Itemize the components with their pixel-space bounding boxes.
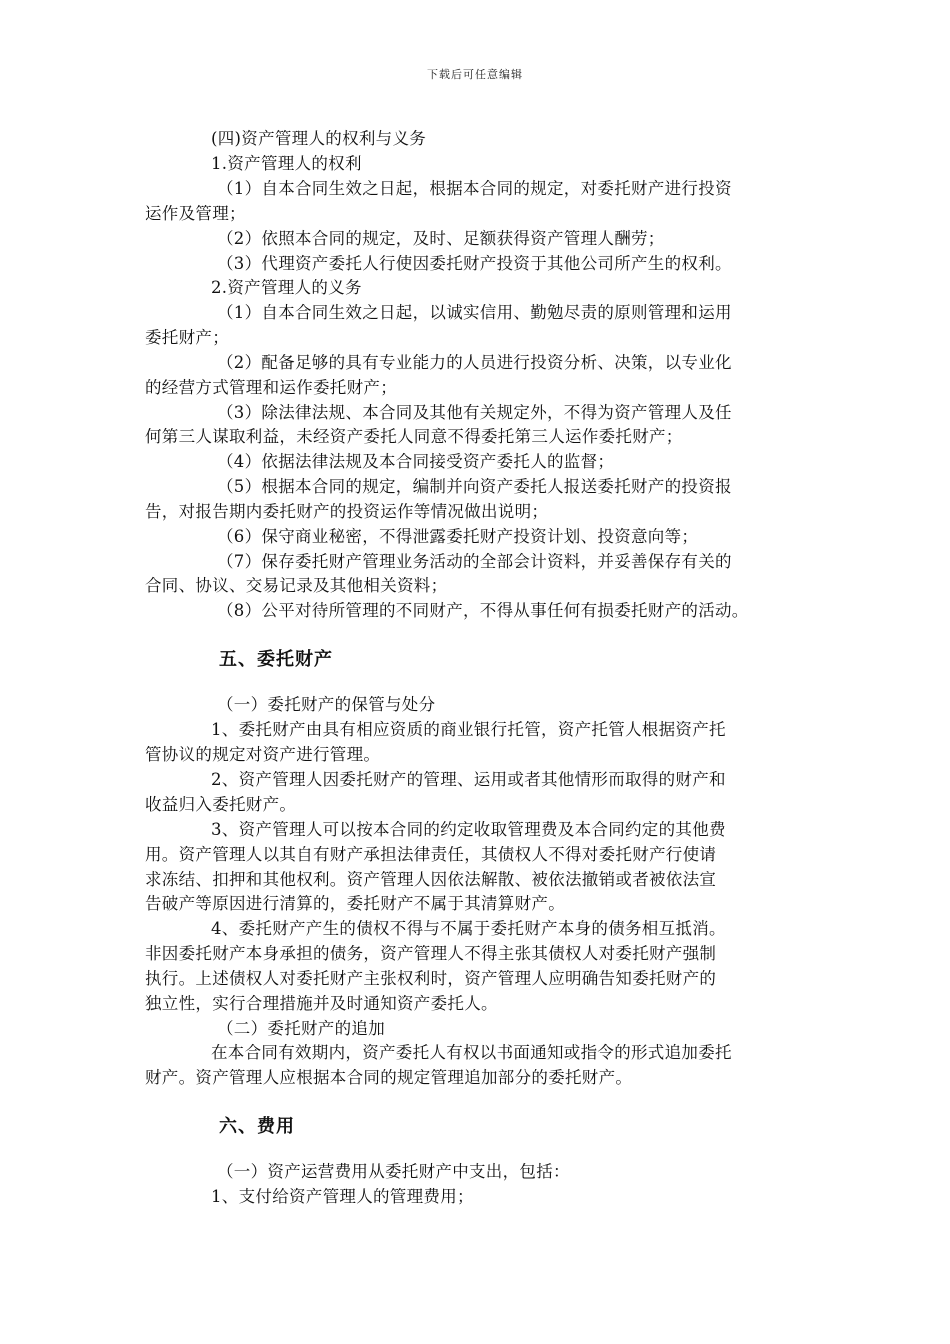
- paragraph-line: （4）依据法律法规及本合同接受资产委托人的监督；: [217, 452, 615, 471]
- section-subheading: (四)资产管理人的权利与义务: [211, 129, 427, 148]
- paragraph-line: 告，对报告期内委托财产的投资运作等情况做出说明；: [145, 502, 549, 521]
- paragraph-line: （7）保存委托财产管理业务活动的全部会计资料，并妥善保存有关的: [217, 552, 732, 571]
- paragraph-line: （2）依照本合同的规定，及时、足额获得资产管理人酬劳；: [217, 229, 665, 248]
- paragraph-line: 求冻结、扣押和其他权利。资产管理人因依法解散、被依法撤销或者被依法宣: [145, 870, 717, 889]
- paragraph-line: 执行。上述债权人对委托财产主张权利时，资产管理人应明确告知委托财产的: [145, 969, 717, 988]
- paragraph-line: 用。资产管理人以其自有财产承担法律责任，其债权人不得对委托财产行使请: [145, 845, 717, 864]
- paragraph-line: 何第三人谋取利益，未经资产委托人同意不得委托第三人运作委托财产；: [145, 427, 683, 446]
- subsection-heading: 1.资产管理人的权利: [211, 154, 362, 173]
- paragraph-line: 告破产等原因进行清算的，委托财产不属于其清算财产。: [145, 894, 565, 913]
- paragraph-line: （1）自本合同生效之日起，以诚实信用、勤勉尽责的原则管理和运用: [217, 303, 732, 322]
- section-heading: 六、费用: [219, 1116, 295, 1137]
- paragraph-line: 3、资产管理人可以按本合同的约定收取管理费及本合同约定的其他费: [211, 820, 726, 839]
- paragraph-line: （5）根据本合同的规定，编制并向资产委托人报送委托财产的投资报: [217, 477, 732, 496]
- subsection-heading: （一）资产运营费用从委托财产中支出，包括：: [217, 1162, 570, 1181]
- paragraph-line: （1）自本合同生效之日起，根据本合同的规定，对委托财产进行投资: [217, 179, 732, 198]
- paragraph-line: 独立性，实行合理措施并及时通知资产委托人。: [145, 994, 498, 1013]
- paragraph-line: 合同、协议、交易记录及其他相关资料；: [145, 576, 448, 595]
- paragraph-line: 管协议的规定对资产进行管理。: [145, 745, 381, 764]
- subsection-heading: （二）委托财产的追加: [217, 1019, 385, 1038]
- subsection-heading: 2.资产管理人的义务: [211, 278, 362, 297]
- paragraph-line: （6）保守商业秘密，不得泄露委托财产投资计划、投资意向等；: [217, 527, 699, 546]
- page-header: 下载后可任意编辑: [427, 68, 523, 81]
- paragraph-line: 委托财产；: [145, 328, 229, 347]
- paragraph-line: （3）除法律法规、本合同及其他有关规定外，不得为资产管理人及任: [217, 403, 732, 422]
- paragraph-line: 1、支付给资产管理人的管理费用；: [211, 1187, 474, 1206]
- subsection-heading: （一）委托财产的保管与处分: [217, 695, 436, 714]
- paragraph-line: 的经营方式管理和运作委托财产；: [145, 378, 397, 397]
- paragraph-line: 2、资产管理人因委托财产的管理、运用或者其他情形而取得的财产和: [211, 770, 726, 789]
- paragraph-line: 1、委托财产由具有相应资质的商业银行托管，资产托管人根据资产托: [211, 720, 726, 739]
- paragraph-line: 4、委托财产产生的债权不得与不属于委托财产本身的债务相互抵消。: [211, 919, 726, 938]
- paragraph-line: 财产。资产管理人应根据本合同的规定管理追加部分的委托财产。: [145, 1068, 633, 1087]
- paragraph-line: 收益归入委托财产。: [145, 795, 297, 814]
- paragraph-line: 在本合同有效期内，资产委托人有权以书面通知或指令的形式追加委托: [211, 1043, 732, 1062]
- paragraph-line: （8）公平对待所管理的不同财产，不得从事任何有损委托财产的活动。: [217, 601, 749, 620]
- section-heading: 五、委托财产: [219, 649, 333, 670]
- paragraph-line: （2）配备足够的具有专业能力的人员进行投资分析、决策，以专业化: [217, 353, 732, 372]
- paragraph-line: （3）代理资产委托人行使因委托财产投资于其他公司所产生的权利。: [217, 254, 732, 273]
- paragraph-line: 非因委托财产本身承担的债务，资产管理人不得主张其债权人对委托财产强制: [145, 944, 717, 963]
- paragraph-line: 运作及管理；: [145, 204, 246, 223]
